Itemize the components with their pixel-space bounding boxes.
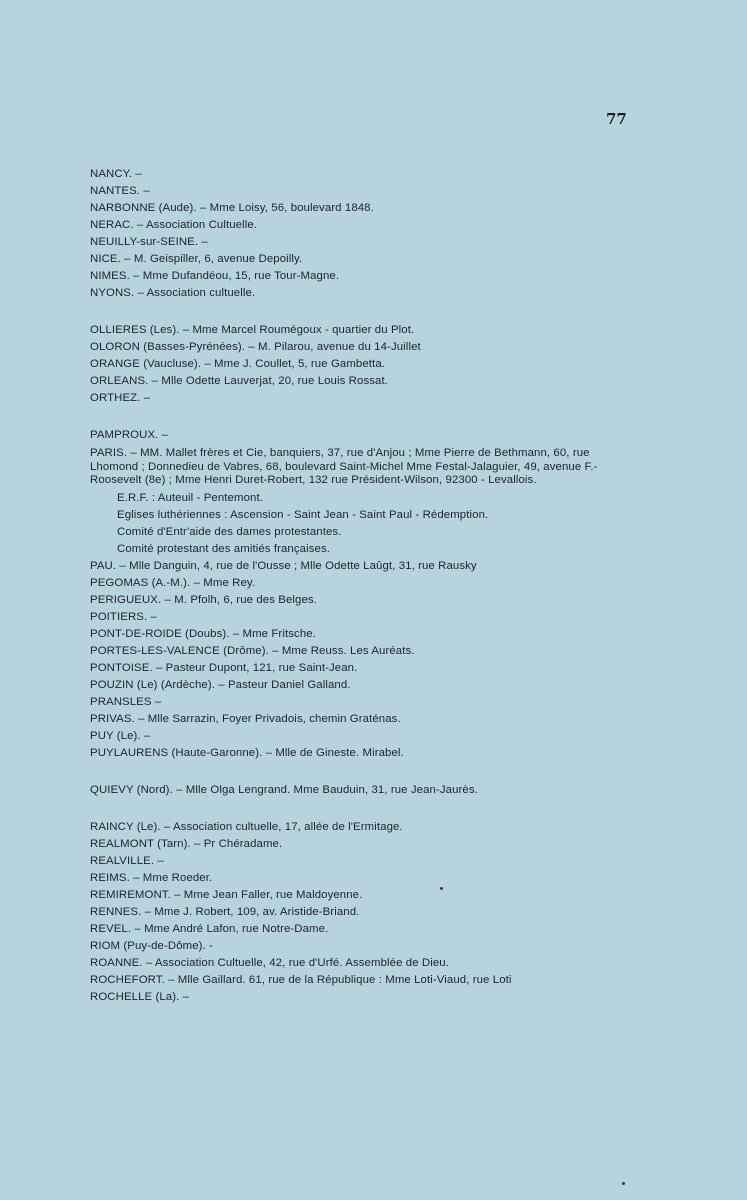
entry-raincy: RAINCY (Le). – Association cultuelle, 17, allée de l'Ermitage. [90,820,403,833]
section-gap [90,302,635,322]
entry-pontoise: PONTOISE. – Pasteur Dupont, 121, rue Saint-Jean. [90,661,358,674]
page-number: 77 [606,110,627,128]
directory-list [90,166,635,1006]
section-n [90,166,635,302]
entry-ollieres: OLLIERES (Les). – Mme Marcel Roumégoux - quartier du Plot. [90,324,415,336]
entry-riom: RIOM (Puy-de-Dôme). - [90,939,213,952]
entry-rochefort: ROCHEFORT. – Mlle Gaillard. 61, rue de la République : Mme Loti-Viaud, rue Loti [90,973,512,986]
entry-realmont: REALMONT (Tarn). – Pr Chéradame. [90,837,283,850]
entry-orleans: ORLEANS. – Mlle Odette Lauverjat, 20, rue Louis Rossat. [90,375,389,387]
paper-speck [440,887,443,890]
entry-paris-comite-amities: Comité protestant des amitiés françaises. [117,542,331,555]
entry-paris: PARIS. – MM. Mallet frères et Cie, banquiers, 37, rue d'Anjou ; Mme Pierre de Bethmann, 60, rue Lhomond ; Donnedieu de Vabres, 68, boulevard Saint-Michel Mme Festal-Jalaguier, 49, avenue F.-Roosevelt (8e) ; Mme Henri Duret-Robert, 132 rue Président-Wilson, 92300 - Levallois. [90,447,598,486]
entry-remiremont: REMIREMONT. – Mme Jean Faller, rue Maldoyenne. [90,888,363,901]
section-gap [90,799,635,819]
entry-perigueux: PERIGUEUX. – M. Pfolh, 6, rue des Belges. [90,593,317,606]
entry-nancy: NANCY. – [90,168,142,180]
entry-paris-eglises: Eglises luthériennes : Ascension - Saint Jean - Saint Paul - Rédemption. [117,508,489,521]
entry-pegomas: PEGOMAS (A.-M.). – Mme Rey. [90,576,256,589]
entry-pransles: PRANSLES – [90,695,162,708]
entry-roanne: ROANNE. – Association Cultuelle, 42, rue d'Urfé. Assemblée de Dieu. [90,956,449,969]
section-r [90,819,635,1006]
entry-nice: NICE. – M. Geispiller, 6, avenue Depoilly. [90,253,303,265]
entry-rochelle: ROCHELLE (La). – [90,990,190,1003]
entry-rennes: RENNES. – Mme J. Robert, 109, av. Aristide-Briand. [90,905,360,918]
entry-pouzin: POUZIN (Le) (Ardèche). – Pasteur Daniel Galland. [90,678,351,691]
paper-speck [622,1182,625,1185]
entry-privas: PRIVAS. – Mlle Sarrazin, Foyer Privadois, chemin Graténas. [90,712,401,725]
entry-pau: PAU. – Mlle Danguin, 4, rue de l'Ousse ; Mlle Odette Laûgt, 31, rue Rausky [90,559,477,572]
section-gap [90,407,635,427]
section-q [90,782,635,799]
entry-pont-de-roide: PONT-DE-ROIDE (Doubs). – Mme Fritsche. [90,627,316,640]
entry-quievy: QUIEVY (Nord). – Mlle Olga Lengrand. Mme Bauduin, 31, rue Jean-Jaurès. [90,783,478,796]
section-o [90,322,635,407]
entry-puy: PUY (Le). – [90,729,151,742]
entry-portes-les-valence: PORTES-LES-VALENCE (Drôme). – Mme Reuss. Les Auréats. [90,644,415,657]
entry-realville: REALVILLE. – [90,854,164,867]
entry-reims: REIMS. – Mme Roeder. [90,871,213,884]
section-gap [90,762,635,782]
entry-nimes: NIMES. – Mme Dufandéou, 15, rue Tour-Magne. [90,270,340,282]
entry-orange: ORANGE (Vaucluse). – Mme J. Coullet, 5, rue Gambetta. [90,358,386,370]
entry-neuilly: NEUILLY-sur-SEINE. – [90,236,208,248]
entry-nantes: NANTES. – [90,185,150,197]
entry-paris-comite-entraide: Comité d'Entr'aide des dames protestantes. [117,525,342,538]
entry-paris-erf: E.R.F. : Auteuil - Pentemont. [117,491,263,504]
entry-oloron: OLORON (Basses-Pyrénées). – M. Pilarou, avenue du 14-Juillet [90,341,421,353]
section-p [90,427,635,762]
entry-narbonne: NARBONNE (Aude). – Mme Loisy, 56, boulevard 1848. [90,202,374,214]
entry-poitiers: POITIERS. – [90,610,157,623]
entry-revel: REVEL. – Mme André Lafon, rue Notre-Dame. [90,922,329,935]
entry-orthez: ORTHEZ. – [90,392,151,404]
entry-nerac: NERAC. – Association Cultuelle. [90,219,258,231]
entry-pamproux: PAMPROUX. – [90,429,169,441]
entry-nyons: NYONS. – Association cultuelle. [90,287,256,299]
entry-puylaurens: PUYLAURENS (Haute-Garonne). – Mlle de Gineste. Mirabel. [90,746,404,759]
